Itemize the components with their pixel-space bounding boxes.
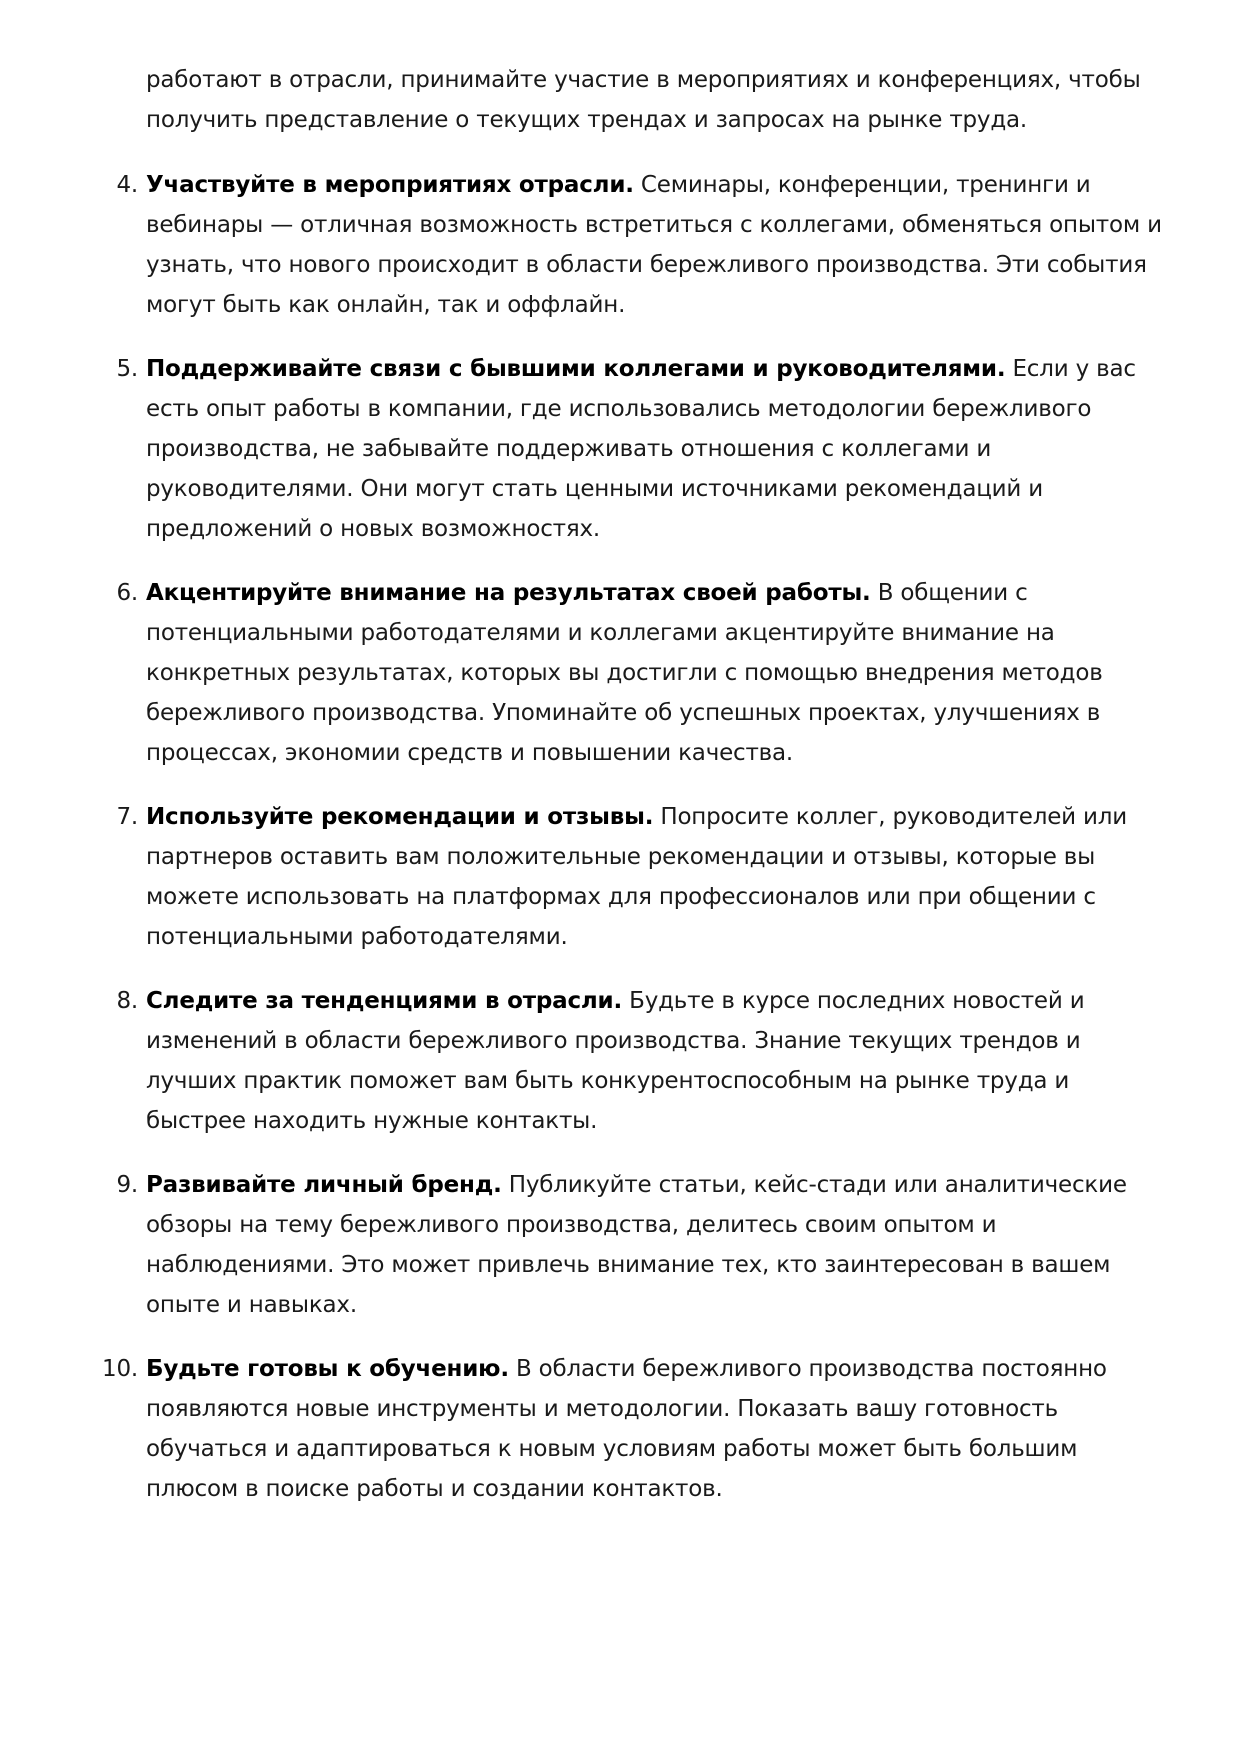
list-item-text (146, 349, 1166, 549)
list-item (0, 1165, 1239, 1325)
list-item-number: 9. (116, 1172, 138, 1198)
list-item-number: 4. (116, 172, 138, 198)
list-item-number: 5. (116, 356, 138, 382)
list-item-title: Используйте рекомендации и отзывы. (146, 804, 654, 830)
list-item-title: Участвуйте в мероприятиях отрасли. (146, 172, 634, 198)
list-item-title: Развивайте личный бренд. (146, 1172, 502, 1198)
tips-list (0, 165, 1239, 1533)
list-item-title: Акцентируйте внимание на результатах своей работы. (146, 580, 871, 606)
list-item-body: Будьте в курсе последних новостей и изменений в области бережливого производства. Знание текущих трендов и лучших практик поможет вам быть конкурентоспособным на рынке труда и быстрее находить нужные контакты. (146, 988, 1085, 1134)
list-item-body: Публикуйте статьи, кейс-стади или аналитические обзоры на тему бережливого производства, делитесь своим опытом и наблюдениями. Это может привлечь внимание тех, кто заинтересован в вашем опыте и навыках. (146, 1172, 1127, 1318)
list-item-number: 8. (116, 988, 138, 1014)
list-item-number: 6. (116, 580, 138, 606)
list-item (0, 349, 1239, 549)
list-item-text (146, 573, 1166, 773)
list-item-text (146, 797, 1166, 957)
list-item (0, 981, 1239, 1141)
list-item-body: Попросите коллег, руководителей или партнеров оставить вам положительные рекомендации и отзывы, которые вы можете использовать на платформах для профессионалов или при общении с потенциальными работодателями. (146, 804, 1128, 950)
list-item-body: Если у вас есть опыт работы в компании, где использовались методологии бережливого производства, не забывайте поддерживать отношения с коллегами и руководителями. Они могут стать ценными источниками рекомендаций и предложений о новых возможностях. (146, 356, 1136, 542)
list-item-number: 10. (102, 1356, 138, 1382)
list-item-title: Следите за тенденциями в отрасли. (146, 988, 622, 1014)
list-item-text (146, 981, 1166, 1141)
list-item-body: Семинары, конференции, тренинги и вебинары — отличная возможность встретиться с коллегами, обменяться опытом и узнать, что нового происходит в области бережливого производства. Эти события могут быть как онлайн, так и оффлайн. (146, 172, 1162, 318)
list-item-body: В области бережливого производства постоянно появляются новые инструменты и методологии. Показать вашу готовность обучаться и адаптироваться к новым условиям работы может быть большим плюсом в поиске работы и создании контактов. (146, 1356, 1107, 1502)
list-item-body: В общении с потенциальными работодателями и коллегами акцентируйте внимание на конкретных результатах, которых вы достигли с помощью внедрения методов бережливого производства. Упоминайте об успешных проектах, улучшениях в процессах, экономии средств и повышении качества. (146, 580, 1103, 766)
list-item-text (146, 1165, 1166, 1325)
list-item-number: 7. (116, 804, 138, 830)
list-item (0, 797, 1239, 957)
list-item-title: Поддерживайте связи с бывшими коллегами и руководителями. (146, 356, 1006, 382)
list-item-text (146, 165, 1166, 325)
list-item (0, 1349, 1239, 1509)
list-item-text (146, 1349, 1166, 1509)
list-item-title: Будьте готовы к обучению. (146, 1356, 509, 1382)
list-item (0, 165, 1239, 325)
continuation-paragraph: работают в отрасли, принимайте участие в мероприятиях и конференциях, чтобы получить представление о текущих трендах и запросах на рынке труда. (146, 67, 1141, 133)
list-item (0, 573, 1239, 773)
